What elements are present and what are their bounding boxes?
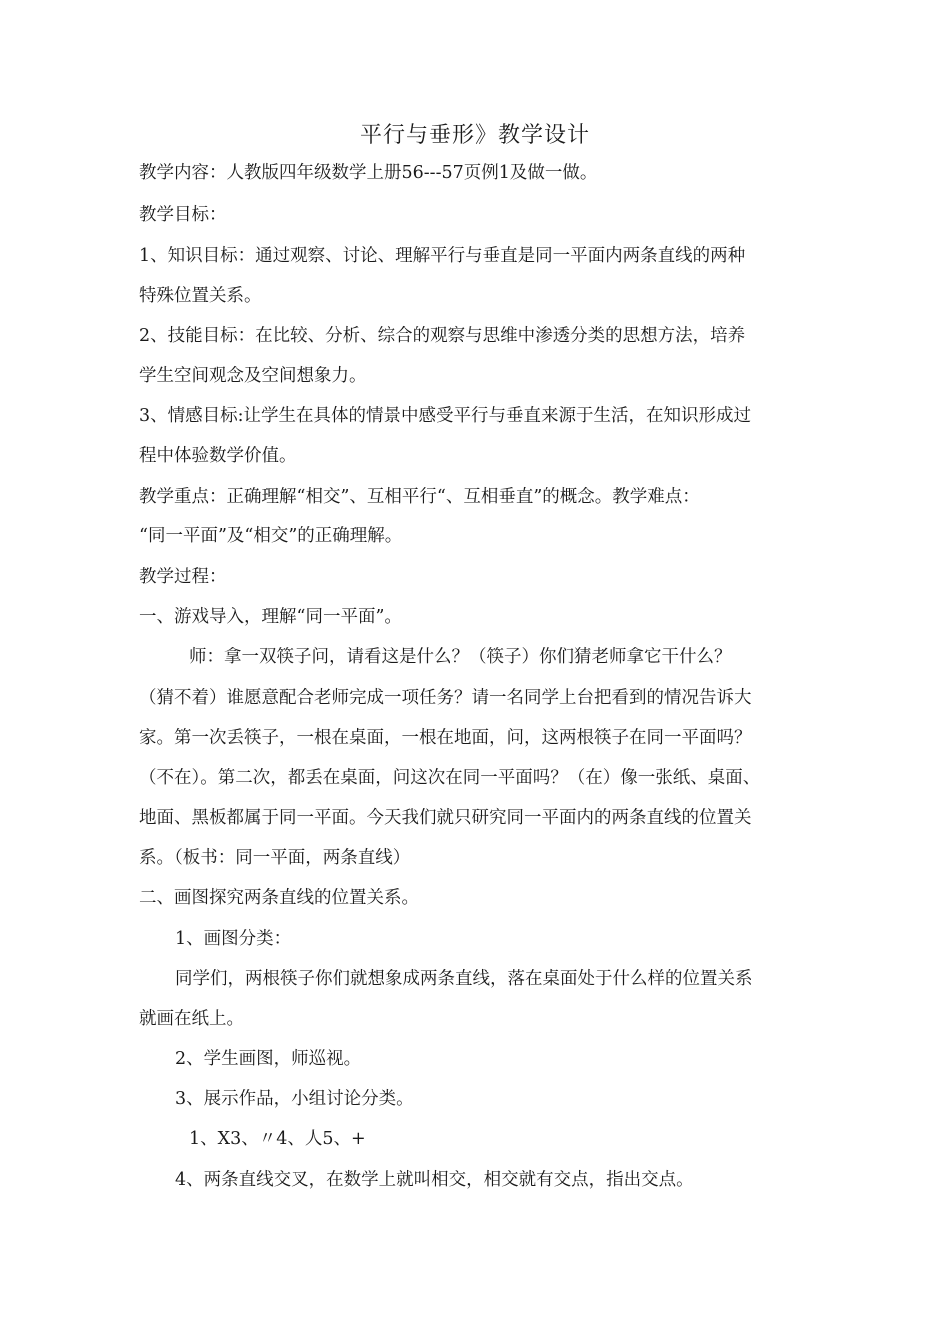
paragraph-line-5: 地面、黑板都属于同一平面。今天我们就只研究同一平面内的两条直线的位置关 xyxy=(139,808,752,828)
key-points-line-1: 教学重点：正确理解“相交”、互相平行“、互相垂直”的概念。教学难点： xyxy=(139,487,700,507)
knowledge-goal-line-2: 特殊位置关系。 xyxy=(139,286,262,306)
paragraph-line-6: 系。（板书：同一平面，两条直线） xyxy=(139,848,411,868)
step-3-line: 3、展示作品，小组讨论分类。 xyxy=(175,1089,414,1109)
classification-list-line: 1、X3、〃4、人5、+ xyxy=(189,1129,366,1149)
step-1-text-line-1: 同学们，两根筷子你们就想象成两条直线，落在桌面处于什么样的位置关系 xyxy=(175,969,753,989)
skill-goal-line-1: 2、技能目标：在比较、分析、综合的观察与思维中渗透分类的思想方法，培养 xyxy=(139,326,746,346)
step-4-line: 4、两条直线交叉，在数学上就叫相交，相交就有交点，指出交点。 xyxy=(175,1170,694,1190)
paragraph-line-1: 师：拿一双筷子问，请看这是什么？（筷子）你们猜老师拿它干什么？ xyxy=(189,647,732,667)
section-two-heading: 二、画图探究两条直线的位置关系。 xyxy=(139,888,419,908)
knowledge-goal-line-1: 1、知识目标：通过观察、讨论、理解平行与垂直是同一平面内两条直线的两种 xyxy=(139,246,746,266)
section-one-heading: 一、游戏导入，理解“同一平面”。 xyxy=(139,607,402,627)
teaching-goals-heading: 教学目标： xyxy=(139,205,227,225)
paragraph-line-2: （猜不着）谁愿意配合老师完成一项任务？请一名同学上台把看到的情况告诉大 xyxy=(139,688,752,708)
step-2-line: 2、学生画图，师巡视。 xyxy=(175,1049,362,1069)
document-title: 平行与垂形》教学设计 xyxy=(359,123,590,148)
skill-goal-line-2: 学生空间观念及空间想象力。 xyxy=(139,366,367,386)
key-points-line-2: “同一平面”及“相交”的正确理解。 xyxy=(139,526,403,546)
process-heading: 教学过程： xyxy=(139,567,227,587)
teaching-content-line: 教学内容：人教版四年级数学上册56---57页例1及做一做。 xyxy=(139,163,598,183)
emotion-goal-line-1: 3、情感目标:让学生在具体的情景中感受平行与垂直来源于生活，在知识形成过 xyxy=(139,406,752,426)
step-1-heading: 1、画图分类： xyxy=(175,929,292,949)
emotion-goal-line-2: 程中体验数学价值。 xyxy=(139,446,297,466)
paragraph-line-3: 家。第一次丢筷子，一根在桌面，一根在地面，问，这两根筷子在同一平面吗？ xyxy=(139,728,752,748)
step-1-text-line-2: 就画在纸上。 xyxy=(139,1009,244,1029)
paragraph-line-4: （不在）。第二次，都丢在桌面，问这次在同一平面吗？（在）像一张纸、桌面、 xyxy=(139,768,761,788)
